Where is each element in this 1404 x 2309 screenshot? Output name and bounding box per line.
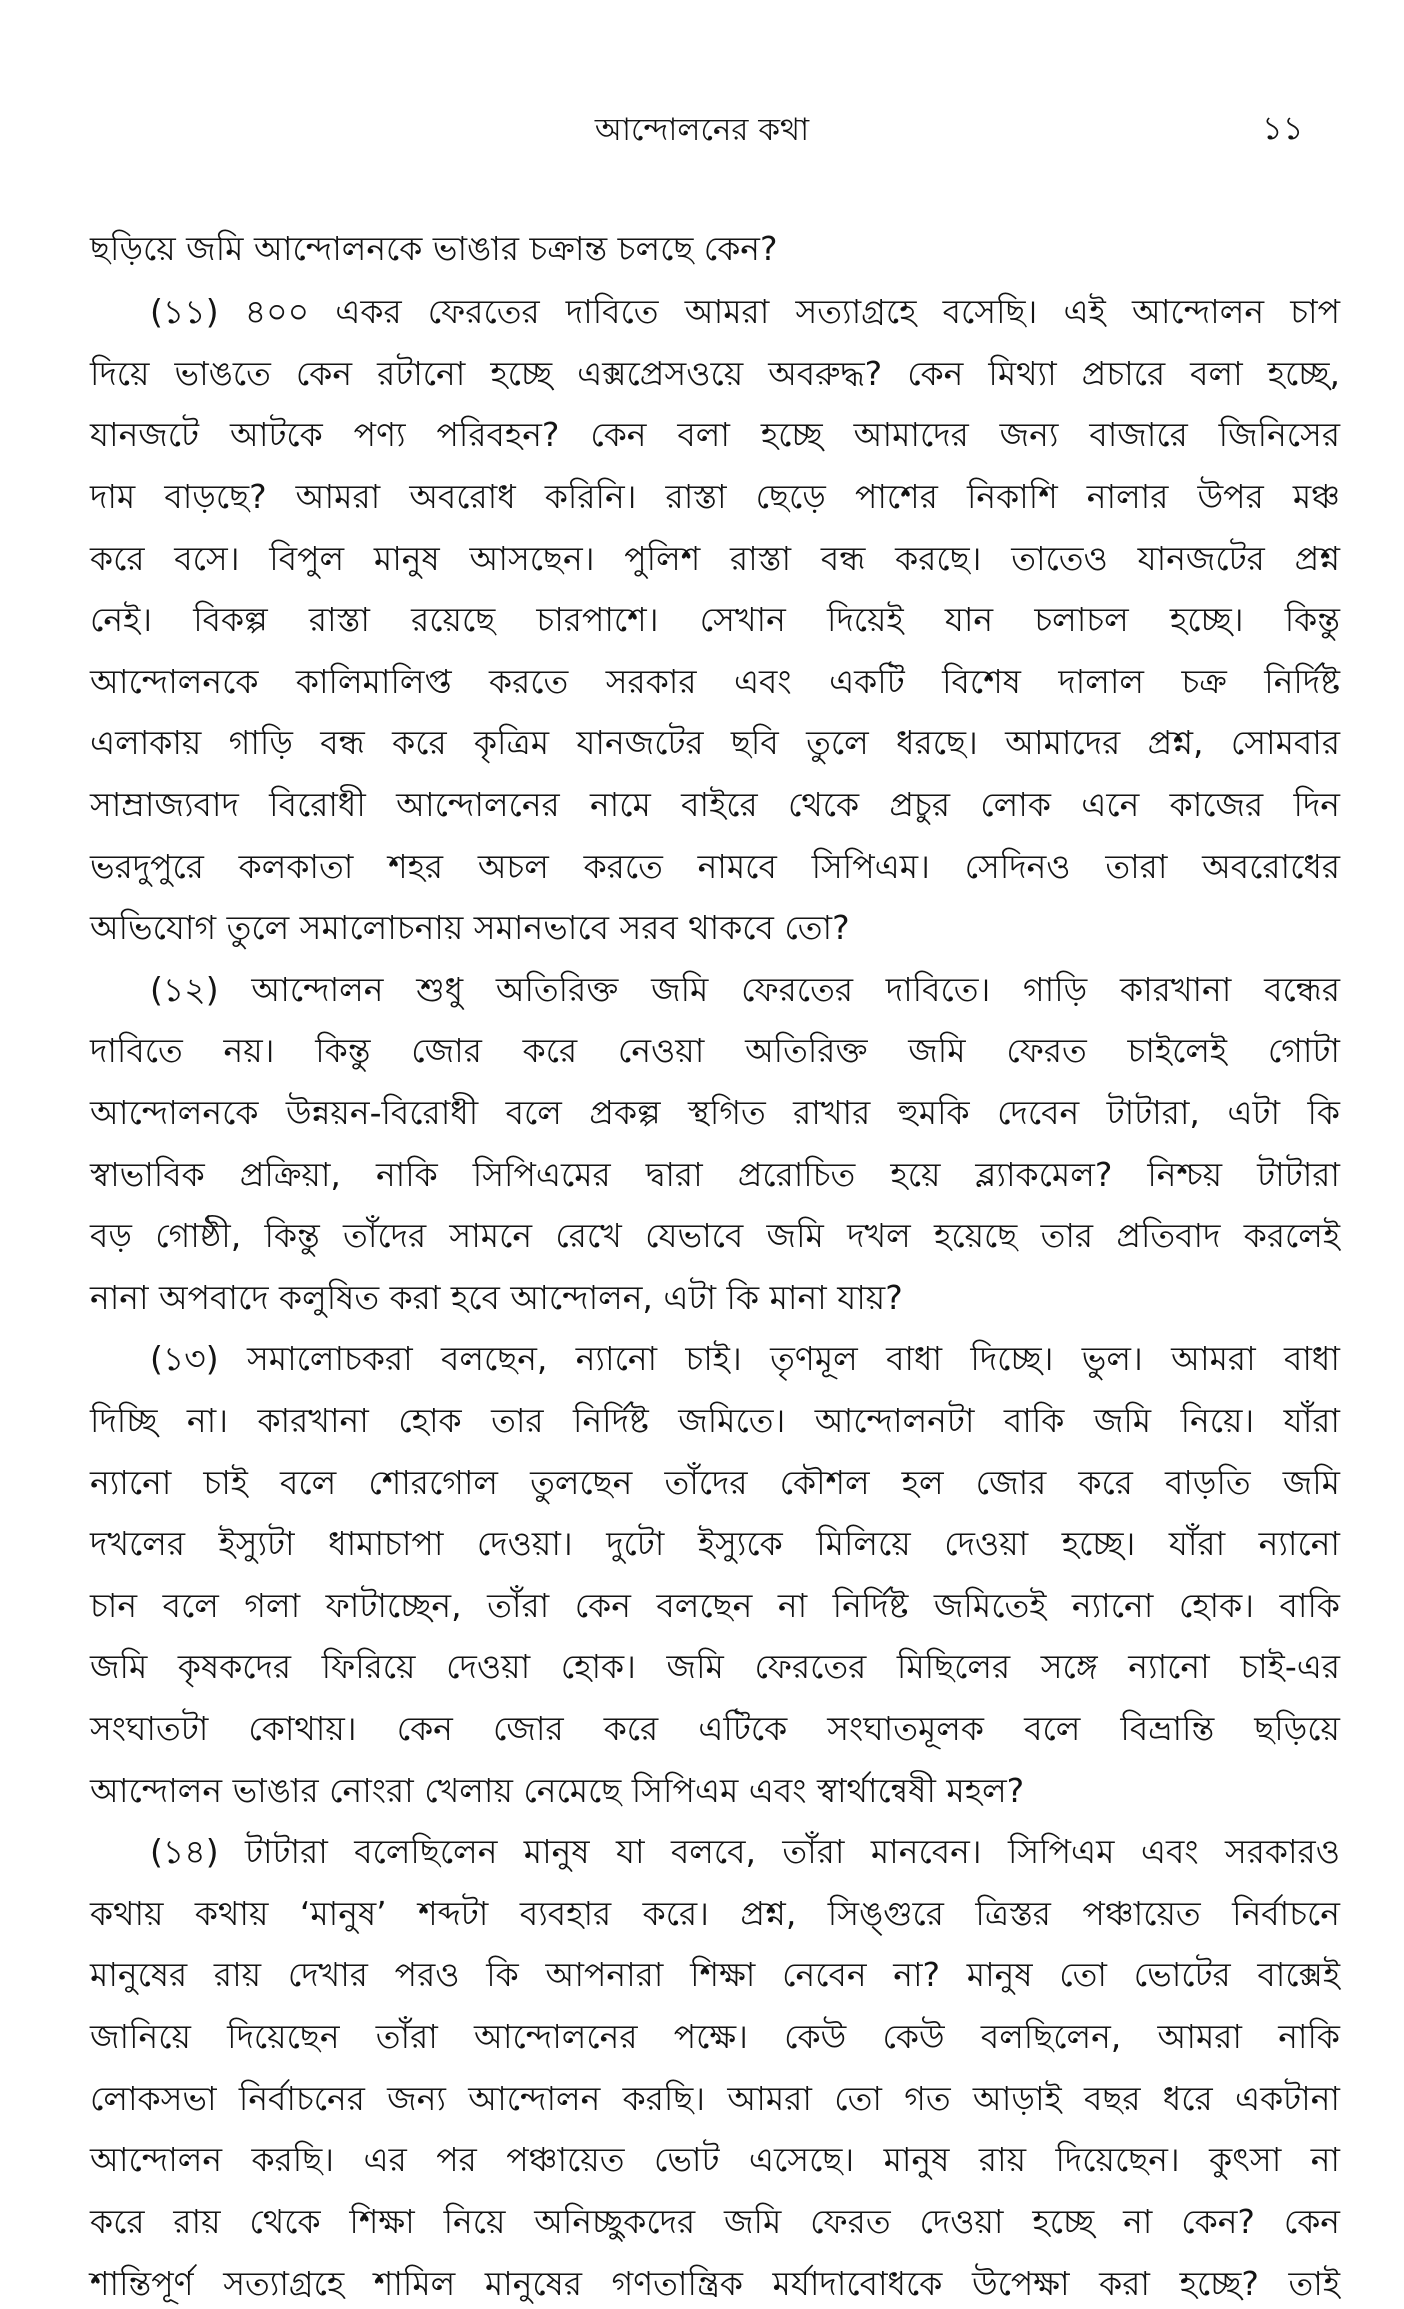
text-line: ছড়িয়ে জমি আন্দোলনকে ভাঙার চক্রান্ত চলছে কেন? [90, 229, 778, 268]
text-line: চান বলে গলা ফাটাচ্ছেন, তাঁরা কেন বলছেন না নির্দিষ্ট জমিতেই ন্যানো হোক। বাকি [90, 1586, 1340, 1625]
text-line: আন্দোলন ভাঙার নোংরা খেলায় নেমেছে সিপিএম এবং স্বার্থান্বেষী মহল? [90, 1771, 1025, 1810]
text-line: কথায় কথায় ‘মানুষ’ শব্দটা ব্যবহার করে। প্রশ্ন, সিঙ্গুরে ত্রিস্তর পঞ্চায়েত নির্বাচনে [90, 1894, 1340, 1933]
text-line: দিচ্ছি না। কারখানা হোক তার নির্দিষ্ট জমিতে। আন্দোলনটা বাকি জমি নিয়ে। যাঁরা [90, 1401, 1340, 1440]
paragraph-first-line: (১২) আন্দোলন শুধু অতিরিক্ত জমি ফেরতের দাবিতে। গাড়ি কারখানা বন্ধের [150, 970, 1340, 1009]
text-line: আন্দোলনকে উন্নয়ন-বিরোধী বলে প্রকল্প স্থগিত রাখার হুমকি দেবেন টাটারা, এটা কি [90, 1093, 1340, 1132]
text-line: দখলের ইস্যুটা ধামাচাপা দেওয়া। দুটো ইস্যুকে মিলিয়ে দেওয়া হচ্ছে। যাঁরা ন্যানো [90, 1524, 1340, 1563]
text-line: আন্দোলন করছি। এর পর পঞ্চায়েত ভোট এসেছে। মানুষ রায় দিয়েছেন। কুৎসা না [90, 2140, 1340, 2179]
text-line: অভিযোগ তুলে সমালোচনায় সমানভাবে সরব থাকবে তো? [90, 908, 850, 947]
paragraph-first-line: (১৪) টাটারা বলেছিলেন মানুষ যা বলবে, তাঁরা মানবেন। সিপিএম এবং সরকারও [150, 1832, 1340, 1871]
text-line: দাবিতে নয়। কিন্তু জোর করে নেওয়া অতিরিক্ত জমি ফেরত চাইলেই গোটা [90, 1031, 1340, 1070]
text-line: স্বাভাবিক প্রক্রিয়া, নাকি সিপিএমের দ্বারা প্ররোচিত হয়ে ব্ল্যাকমেল? নিশ্চয় টাটারা [90, 1155, 1340, 1194]
text-line: নানা অপবাদে কলুষিত করা হবে আন্দোলন, এটা কি মানা যায়? [90, 1278, 903, 1317]
text-line: করে বসে। বিপুল মানুষ আসছেন। পুলিশ রাস্তা বন্ধ করছে। তাতেও যানজটের প্রশ্ন [90, 539, 1340, 578]
text-line: দাম বাড়ছে? আমরা অবরোধ করিনি। রাস্তা ছেড়ে পাশের নিকাশি নালার উপর মঞ্চ [90, 477, 1340, 516]
text-line: শান্তিপূর্ণ সত্যাগ্রহে শামিল মানুষের গণতান্ত্রিক মর্যাদাবোধকে উপেক্ষা করা হচ্ছে? তাই [90, 2264, 1340, 2303]
text-line: জানিয়ে দিয়েছেন তাঁরা আন্দোলনের পক্ষে। কেউ কেউ বলছিলেন, আমরা নাকি [90, 2017, 1340, 2056]
text-line: দিয়ে ভাঙতে কেন রটানো হচ্ছে এক্সপ্রেসওয়ে অবরুদ্ধ? কেন মিথ্যা প্রচারে বলা হচ্ছে, [90, 354, 1340, 393]
text-line: ভরদুপুরে কলকাতা শহর অচল করতে নামবে সিপিএম। সেদিনও তারা অবরোধের [90, 847, 1340, 886]
running-head: আন্দোলনের কথা [594, 112, 810, 148]
text-line: বড় গোষ্ঠী, কিন্তু তাঁদের সামনে রেখে যেভাবে জমি দখল হয়েছে তার প্রতিবাদ করলেই [90, 1216, 1340, 1255]
text-line: করে রায় থেকে শিক্ষা নিয়ে অনিচ্ছুকদের জমি ফেরত দেওয়া হচ্ছে না কেন? কেন [90, 2202, 1340, 2241]
text-line: সাম্রাজ্যবাদ বিরোধী আন্দোলনের নামে বাইরে থেকে প্রচুর লোক এনে কাজের দিন [90, 785, 1340, 824]
paragraph-first-line: (১১) ৪০০ একর ফেরতের দাবিতে আমরা সত্যাগ্রহে বসেছি। এই আন্দোলন চাপ [150, 292, 1340, 331]
text-line: যানজটে আটকে পণ্য পরিবহন? কেন বলা হচ্ছে আমাদের জন্য বাজারে জিনিসের [90, 415, 1340, 454]
text-line: লোকসভা নির্বাচনের জন্য আন্দোলন করছি। আমরা তো গত আড়াই বছর ধরে একটানা [90, 2079, 1340, 2118]
page-number: ১১ [1262, 109, 1304, 147]
text-line: নেই। বিকল্প রাস্তা রয়েছে চারপাশে। সেখান দিয়েই যান চলাচল হচ্ছে। কিন্তু [90, 600, 1340, 639]
text-line: মানুষের রায় দেখার পরও কি আপনারা শিক্ষা নেবেন না? মানুষ তো ভোটের বাক্সেই [90, 1955, 1340, 1994]
paragraph-first-line: (১৩) সমালোচকরা বলছেন, ন্যানো চাই। তৃণমূল বাধা দিচ্ছে। ভুল। আমরা বাধা [150, 1339, 1340, 1378]
text-line: আন্দোলনকে কালিমালিপ্ত করতে সরকার এবং একটি বিশেষ দালাল চক্র নির্দিষ্ট [90, 662, 1340, 701]
text-line: ন্যানো চাই বলে শোরগোল তুলছেন তাঁদের কৌশল হল জোর করে বাড়তি জমি [90, 1463, 1340, 1502]
text-line: জমি কৃষকদের ফিরিয়ে দেওয়া হোক। জমি ফেরতের মিছিলের সঙ্গে ন্যানো চাই-এর [90, 1647, 1341, 1686]
text-line: সংঘাতটা কোথায়। কেন জোর করে এটিকে সংঘাতমূলক বলে বিভ্রান্তি ছড়িয়ে [90, 1709, 1340, 1748]
text-line: এলাকায় গাড়ি বন্ধ করে কৃত্রিম যানজটের ছবি তুলে ধরছে। আমাদের প্রশ্ন, সোমবার [90, 723, 1340, 762]
